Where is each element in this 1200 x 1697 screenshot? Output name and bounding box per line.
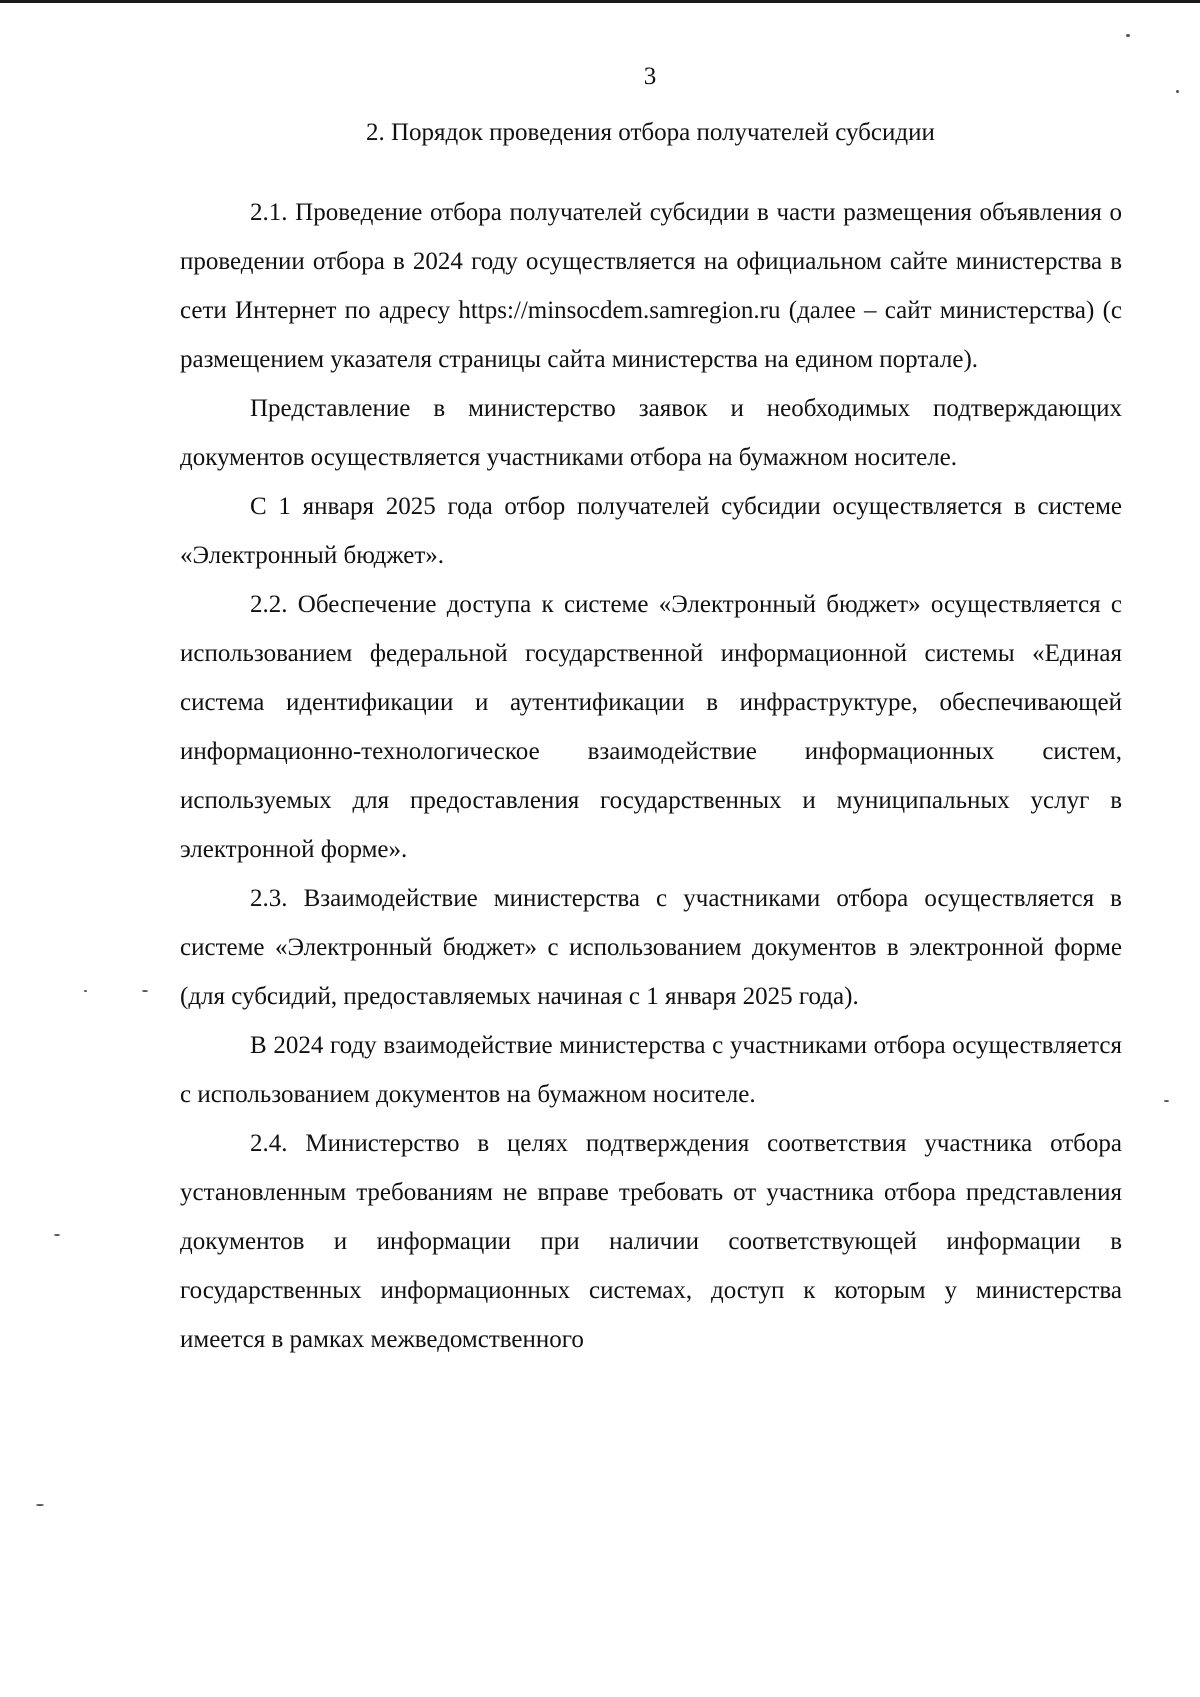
scan-speck: [1164, 1100, 1169, 1102]
section-title: 2. Порядок проведения отбора получателей субсидии: [366, 119, 935, 146]
paragraph-2025-selection: С 1 января 2025 года отбор получателей субсидии осуществляется в системе «Электронный бюджет».: [180, 493, 1122, 569]
document-body: [180, 188, 1122, 1364]
scan-speck: [36, 1504, 44, 1506]
paragraph-2-3: 2.3. Взаимодействие министерства с участниками отбора осуществляется в системе «Электронный бюджет» с использованием документов в электронной форме (для субсидий, предоставляемых начиная с 1 января 2025 года).: [180, 885, 1122, 1010]
paragraph-2-1: 2.1. Проведение отбора получателей субсидии в части размещения объявления о проведении отбора в 2024 году осуществляется на официальном сайте министерства в сети Интернет по адресу https://minsocdem.samregion.ru (далее – сайт министерства) (с размещением указателя страницы сайта министерства на едином портале).: [180, 199, 1122, 373]
scan-speck: [1126, 34, 1130, 37]
scan-speck: [142, 990, 148, 992]
paragraph-2-2: 2.2. Обеспечение доступа к системе «Электронный бюджет» осуществляется с использованием федеральной государственной информационной системы «Единая система идентификации и аутентификации в инфраструктуре, обеспечивающей информационно-технологическое взаимодействие информационных систем, используемых для предоставления государственных и муниципальных услуг в электронной форме».: [180, 591, 1122, 863]
scan-top-edge: [0, 0, 1200, 3]
page-number: 3: [643, 63, 657, 90]
scan-speck: [1176, 90, 1179, 93]
paragraph-submission: Представление в министерство заявок и необходимых подтверждающих документов осуществляется участниками отбора на бумажном носителе.: [180, 395, 1122, 471]
paragraph-2024-interaction: В 2024 году взаимодействие министерства с участниками отбора осуществляется с использованием документов на бумажном носителе.: [180, 1032, 1122, 1108]
scan-speck: [54, 1234, 60, 1236]
paragraph-2-4: 2.4. Министерство в целях подтверждения соответствия участника отбора установленным требованиям не вправе требовать от участника отбора представления документов и информации при наличии соответствующей информации в государственных информационных системах, доступ к которым у министерства имеется в рамках межведомственного: [180, 1130, 1122, 1353]
scan-speck: [84, 990, 87, 992]
